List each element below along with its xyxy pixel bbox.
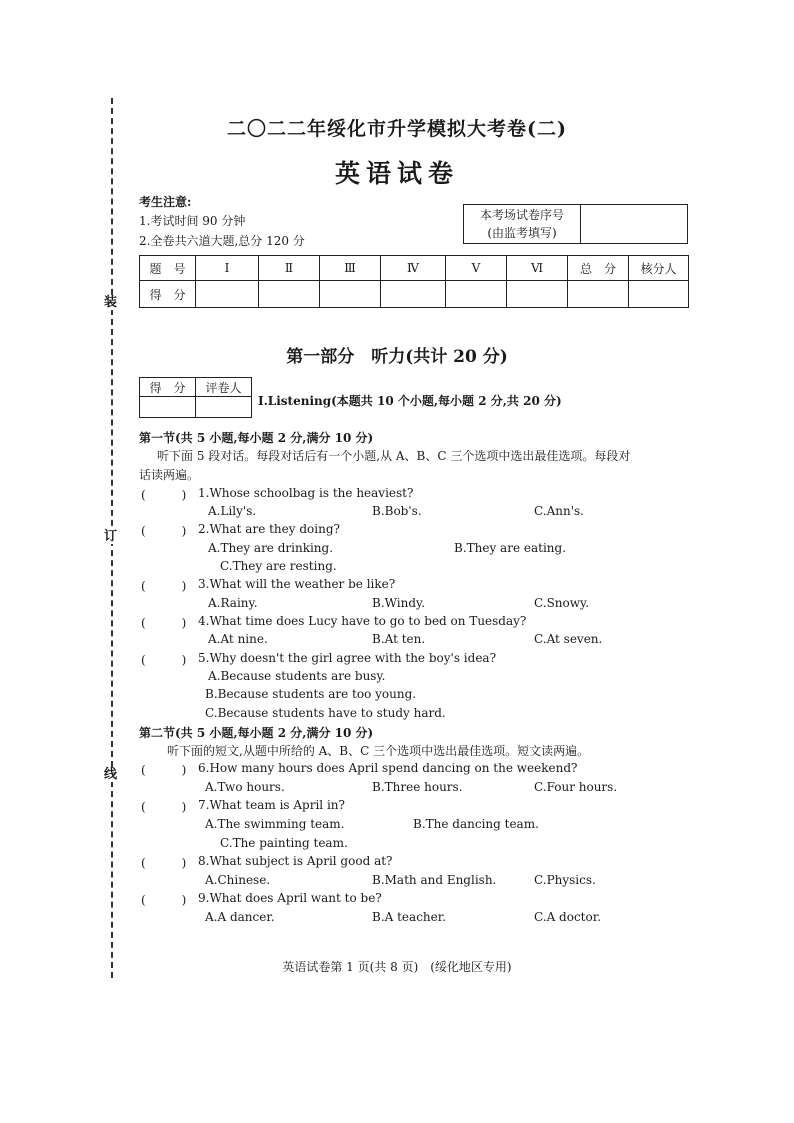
answer-bracket[interactable]: ( ) [141,856,187,870]
section2-title: 第二节(共 5 小题,每小题 2 分,满分 10 分) [139,726,374,740]
option-c: C.Four hours. [534,780,618,794]
score-cell[interactable] [196,281,259,308]
margin-label-ding: 订 [104,529,118,544]
notice-item-1: 1.考试时间 90 分钟 [139,214,246,228]
option-a: A.Chinese. [205,873,271,887]
section1-instruction-line1: 听下面 5 段对话。每段对话后有一个小题,从 A、B、C 三个选项中选出最佳选项。每段对 [157,449,631,463]
option-a: A.At nine. [208,632,268,646]
option-b: B.At ten. [372,632,426,646]
option-c: C.They are resting. [220,559,337,573]
option-b: B.Math and English. [372,873,497,887]
score-col-5: Ⅴ [446,256,507,281]
score-col-checker: 核分人 [629,256,689,281]
question-text: 7.What team is April in? [198,798,345,812]
score-table-row-label-number: 题 号 [140,256,196,281]
answer-bracket[interactable]: ( ) [141,763,187,777]
serial-line-2: (由监考填写) [487,226,557,240]
grader-score-label: 得 分 [140,378,196,397]
score-table [139,255,689,308]
question-text: 3.What will the weather be like? [198,577,396,591]
score-cell[interactable] [259,281,320,308]
score-col-total: 总 分 [568,256,629,281]
option-a: A.A dancer. [205,910,275,924]
notice-heading: 考生注意: [139,195,192,209]
score-col-2: Ⅱ [259,256,320,281]
score-cell[interactable] [629,281,689,308]
option-a: A.Lily's. [208,504,257,518]
grader-score-cell[interactable] [140,397,196,418]
option-a: A.They are drinking. [208,541,334,555]
grader-name-label: 评卷人 [196,378,252,397]
grader-box [139,377,252,418]
question-text: 5.Why doesn't the girl agree with the boy's idea? [198,651,497,665]
answer-bracket[interactable]: ( ) [141,800,187,814]
score-cell[interactable] [320,281,381,308]
option-a: A.Two hours. [205,780,285,794]
serial-number-box [463,204,688,244]
option-a: A.Rainy. [208,596,258,610]
listening-heading: Ⅰ.Listening(本题共 10 个小题,每小题 2 分,共 20 分) [258,394,562,408]
option-c: C.Physics. [534,873,596,887]
section2-instruction: 听下面的短文,从题中所给的 A、B、C 三个选项中选出最佳选项。短文读两遍。 [167,744,590,758]
score-col-3: Ⅲ [320,256,381,281]
option-b: B.The dancing team. [413,817,539,831]
option-c: C.A doctor. [534,910,601,924]
score-cell[interactable] [381,281,446,308]
score-col-1: Ⅰ [196,256,259,281]
grader-name-cell[interactable] [196,397,252,418]
option-c: C.Snowy. [534,596,590,610]
answer-bracket[interactable]: ( ) [141,653,187,667]
question-text: 4.What time does Lucy have to go to bed on Tuesday? [198,614,527,628]
score-cell[interactable] [446,281,507,308]
answer-bracket[interactable]: ( ) [141,616,187,630]
serial-number-label [464,205,581,244]
part1-title: 第一部分 听力(共计 20 分) [286,347,508,367]
option-b: B.Three hours. [372,780,463,794]
score-table-row-label-score: 得 分 [140,281,196,308]
section1-instruction-line2: 话读两遍。 [139,468,200,482]
serial-number-field[interactable] [581,205,688,244]
option-b: B.A teacher. [372,910,446,924]
option-a: A.Because students are busy. [208,669,386,683]
answer-bracket[interactable]: ( ) [141,893,187,907]
notice-item-2: 2.全卷共六道大题,总分 120 分 [139,234,305,248]
page-footer: 英语试卷第 1 页(共 8 页) (绥化地区专用) [282,960,512,974]
question-text: 1.Whose schoolbag is the heaviest? [198,486,414,500]
serial-line-1: 本考场试卷序号 [479,208,564,222]
score-cell[interactable] [507,281,568,308]
option-c: C.The painting team. [220,836,348,850]
question-text: 9.What does April want to be? [198,891,382,905]
score-cell[interactable] [568,281,629,308]
question-text: 6.How many hours does April spend dancing on the weekend? [198,761,578,775]
score-col-4: Ⅳ [381,256,446,281]
option-b: B.They are eating. [454,541,567,555]
answer-bracket[interactable]: ( ) [141,488,187,502]
question-text: 8.What subject is April good at? [198,854,393,868]
margin-label-xian: 线 [104,767,118,782]
exam-title: 二〇二二年绥化市升学模拟大考卷(二) [227,118,567,140]
option-b: B.Windy. [372,596,426,610]
answer-bracket[interactable]: ( ) [141,579,187,593]
option-c: C.Because students have to study hard. [205,706,446,720]
option-b: B.Because students are too young. [205,687,417,701]
option-c: C.Ann's. [534,504,584,518]
question-text: 2.What are they doing? [198,522,340,536]
margin-label-zhuang: 装 [104,295,118,310]
answer-bracket[interactable]: ( ) [141,524,187,538]
option-a: A.The swimming team. [205,817,345,831]
exam-subtitle: 英语试卷 [334,159,459,188]
option-b: B.Bob's. [372,504,422,518]
option-c: C.At seven. [534,632,603,646]
score-col-6: Ⅵ [507,256,568,281]
section1-title: 第一节(共 5 小题,每小题 2 分,满分 10 分) [139,431,374,445]
